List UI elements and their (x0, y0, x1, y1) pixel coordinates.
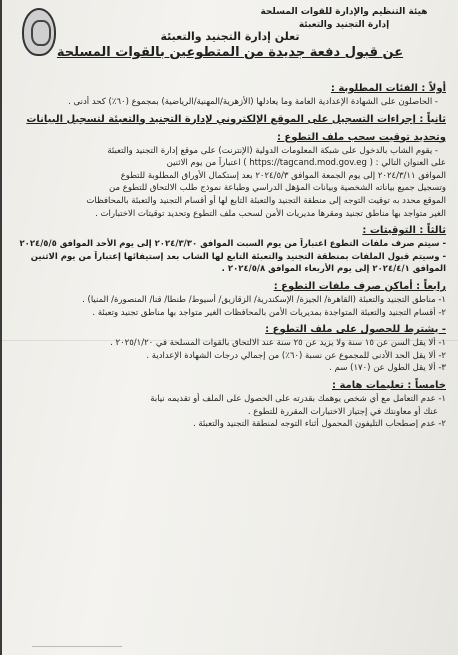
section-3-heading (14, 223, 446, 238)
section-6-line: ١- عدم التعامل مع أي شخص يوهمك بقدرته على الحصول على الملف أو تقديمه نيابة (150, 393, 446, 404)
section-4-title: رابعاً : أماكن صرف ملفات التطوع : (273, 280, 446, 292)
section-5-line: ١- ألا يقل السن عن ١٥ سنة ولا يزيد عن ٢٥ سنة عند الالتحاق بالقوات المسلحة في ٢٠٢٥/١/٢٠ . (110, 338, 446, 349)
title-line-2: عن قبول دفعة جديدة من المتطوعين بالقوات المسلحة (56, 45, 404, 60)
issuer-header (244, 6, 444, 32)
section-1-line: - الحاصلون على الشهادة الإعدادية العامة وما يعادلها (الأزهرية/المهنية/الرياضية) بمجموع (٦٠٪) كحد أدنى . (68, 97, 438, 107)
issuer-line-1: هيئة التنظيم والإدارة للقوات المسلحة (260, 7, 428, 17)
section-2-heading-cont (14, 130, 446, 145)
section-6-line: ٢- عدم إصطحاب التليفون المحمول أثناء التوجه لمنطقة التجنيد والتعبئة . (193, 419, 446, 430)
issuer-line-2: إدارة التجنيد والتعبئة (298, 20, 390, 30)
title-line-1: تعلن إدارة التجنيد والتعبئة (160, 30, 300, 43)
section-5-line: ٢- ألا يقل الحد الأدنى للمجموع عن نسبة (٦٠٪) من إجمالي درجات الشهادة الإعدادية . (146, 350, 446, 361)
section-6-line: عنك أو معاونتك في إجتياز الاختبارات المقررة للتطوع . (247, 406, 438, 417)
section-6-heading (14, 378, 446, 393)
section-6-title: خامساً : تعليمات هامة : (331, 379, 446, 391)
section-1-title: أولاً : الفئات المطلوبة : (330, 83, 446, 94)
section-3-line: - وسيتم قبول الملفات بمنطقة التجنيد والتعبئة التابع لها الشاب بعد إستيفائها إعتباراً من يوم الاثنين (30, 251, 446, 262)
section-4-line: ٢- أقسام التجنيد والتعبئة المتواجدة بمديريات الأمن بالمحافظات الغير متواجد بها مناطق تجنيد وتعبئة . (92, 307, 446, 318)
section-2-line: الغير متواجد بها مناطق تجنيد ومقرها مديريات الأمن لسحب ملف التطوع وتحديد توقيتات الاختبارات . (95, 208, 446, 219)
section-5-title: - يشترط للحصول على ملف التطوع : (265, 324, 446, 336)
section-2-title: ثانياً : إجراءات التسجيل على الموقع الإلكتروني لإدارة التجنيد والتعبئة لتسجيل البيانات (26, 113, 446, 125)
section-3-line: الموافق ٢٠٢٤/٤/١ إلى يوم الأربعاء الموافق ٢٠٢٤/٥/٨ . (221, 264, 446, 275)
section-2-line: - يقوم الشاب بالدخول على شبكة المعلومات الدولية (الإنترنت) على موقع إدارة التجنيد والتعبئة (107, 145, 438, 156)
section-2-title-2: وتحديد توقيت سحب ملف التطوع : (276, 131, 446, 143)
section-2-line: الموقع محدد به توقيت التوجه إلى منطقة التجنيد والتعبئة التابع لها أو أقسام التجنيد والتعبئة بالمحافظات (86, 195, 446, 206)
section-3-title: ثالثاً : التوقيتات : (362, 225, 446, 237)
signature-mark (32, 627, 122, 647)
section-5-heading (14, 322, 446, 337)
section-5-line: ٣- ألا يقل الطول عن (١٧٠) سم . (329, 363, 446, 374)
section-2-line: وتسجيل جميع بياناته الشخصية وبيانات المؤهل الدراسي وطباعة نموذج طلب الالتحاق للتطوع من (109, 183, 446, 194)
section-2-line: الموافق ٢٠٢٤/٣/١١ إلى يوم الجمعة الموافق ٢٠٢٤/٥/٣ بعد إستكمال الأوراق المطلوبة للتطوع (120, 170, 446, 181)
section-4-heading (14, 279, 446, 294)
section-1-heading (14, 81, 446, 96)
section-3-line: - سيتم صرف ملفات التطوع اعتباراً من يوم السبت الموافق ٢٠٢٤/٣/٣٠ إلى يوم الأحد الموافق ٢٠٢٤/٥/٥ (19, 239, 446, 250)
section-4-line: ١- مناطق التجنيد والتعبئة (القاهرة/ الجيزة/ الإسكندرية/ الزقازيق/ أسيوط/ طنطا/ قنا/ المنصورة/ المنيا) . (82, 294, 446, 305)
announcement-title (2, 30, 458, 61)
section-2-heading (14, 112, 446, 127)
section-2-line: على العنوان التالي : ( https://tagcand.mod.gov.eg ) اعتباراً من يوم الاثنين (166, 158, 446, 169)
announcement-paper (2, 0, 458, 655)
announcement-body (14, 78, 446, 431)
